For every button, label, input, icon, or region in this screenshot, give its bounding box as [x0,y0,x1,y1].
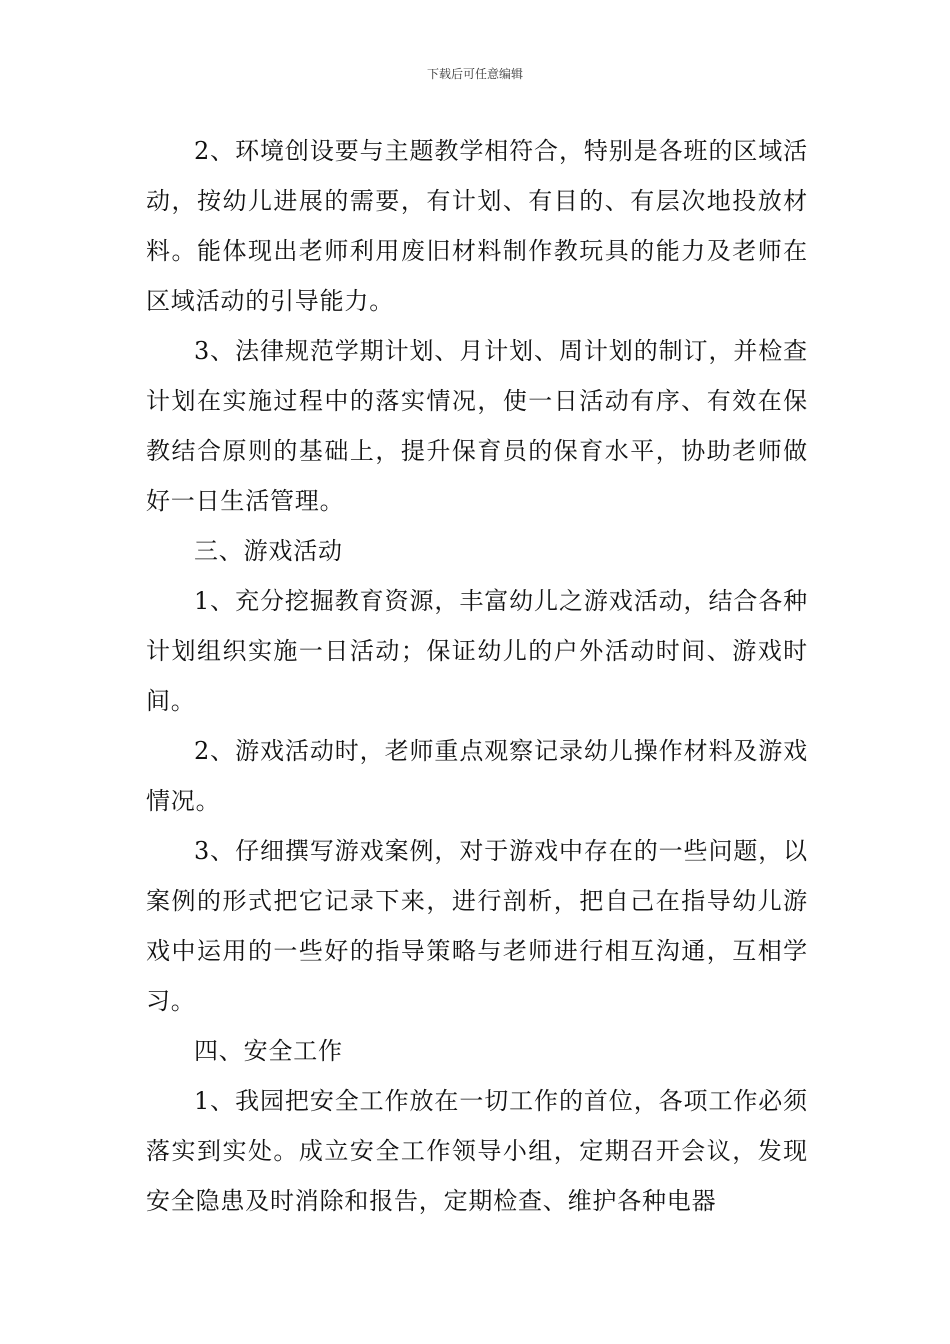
paragraph-plan-standards: 3、法律规范学期计划、月计划、周计划的制订，并检查计划在实施过程中的落实情况，使一日活动有序、有效在保教结合原则的基础上，提升保育员的保育水平，协助老师做好一日生活管理。 [146,337,808,515]
paragraph-game-observation: 2、游戏活动时，老师重点观察记录幼儿操作材料及游戏情况。 [146,737,808,815]
paragraph-environment-setup: 2、环境创设要与主题教学相符合，特别是各班的区域活动，按幼儿进展的需要，有计划、有目的、有层次地投放材料。能体现出老师利用废旧材料制作教玩具的能力及老师在区域活动的引导能力。 [146,137,808,315]
paragraph-safety-priority: 1、我园把安全工作放在一切工作的首位，各项工作必须落实到实处。成立安全工作领导小组，定期召开会议，发现安全隐患及时消除和报告，定期检查、维护各种电器 [146,1087,808,1215]
section-heading-game-activities: 三、游戏活动 [194,537,343,565]
page-header: 下载后可任意编辑 [426,67,523,81]
paragraph-game-resources: 1、充分挖掘教育资源，丰富幼儿之游戏活动，结合各种计划组织实施一日活动；保证幼儿的户外活动时间、游戏时间。 [146,587,808,715]
section-heading-safety-work: 四、安全工作 [194,1037,343,1065]
document-body [146,126,808,1226]
paragraph-game-cases: 3、仔细撰写游戏案例，对于游戏中存在的一些问题，以案例的形式把它记录下来，进行剖析，把自己在指导幼儿游戏中运用的一些好的指导策略与老师进行相互沟通，互相学习。 [146,837,808,1015]
